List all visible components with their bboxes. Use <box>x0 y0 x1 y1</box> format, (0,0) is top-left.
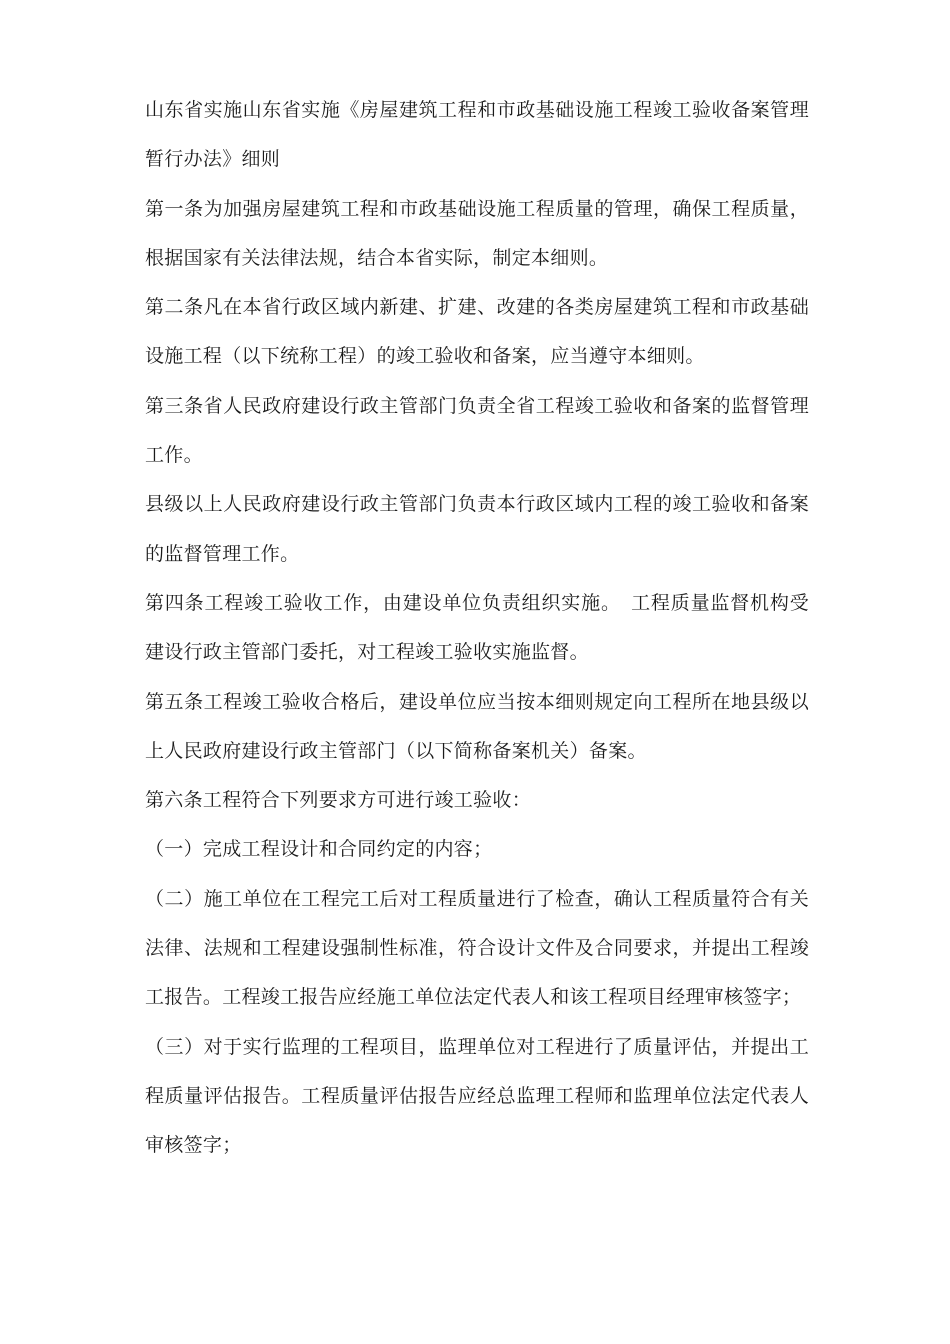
article-6-item-1: （一）完成工程设计和合同约定的内容； <box>145 838 493 861</box>
article-6: 第六条工程符合下列要求方可进行竣工验收： <box>145 789 532 812</box>
article-6-item-2: （二）施工单位在工程完工后对工程质量进行了检查，确认工程质量符合有关法律、法规和工程建设强制性标准，符合设计文件及合同要求，并提出工程竣工报告。工程竣工报告应经施工单位法定代表人和该工程项目经理审核签字； <box>145 887 809 1009</box>
document-body <box>145 86 809 1171</box>
article-5: 第五条工程竣工验收合格后，建设单位应当按本细则规定向工程所在地县级以上人民政府建设行政主管部门（以下简称备案机关）备案。 <box>145 690 809 762</box>
article-3: 第三条省人民政府建设行政主管部门负责全省工程竣工验收和备案的监督管理工作。 <box>145 394 809 467</box>
article-1: 第一条为加强房屋建筑工程和市政基础设施工程质量的管理，确保工程质量，根据国家有关法律法规，结合本省实际，制定本细则。 <box>145 197 809 269</box>
article-6-item-3: （三）对于实行监理的工程项目，监理单位对工程进行了质量评估，并提出工程质量评估报告。工程质量评估报告应经总监理工程师和监理单位法定代表人审核签字； <box>145 1035 809 1157</box>
document-title: 山东省实施山东省实施《房屋建筑工程和市政基础设施工程竣工验收备案管理暂行办法》细则 <box>145 99 809 171</box>
article-3-para-2: 县级以上人民政府建设行政主管部门负责本行政区域内工程的竣工验收和备案的监督管理工作。 <box>145 493 809 565</box>
article-2: 第二条凡在本省行政区域内新建、扩建、改建的各类房屋建筑工程和市政基础设施工程（以下统称工程）的竣工验收和备案，应当遵守本细则。 <box>145 296 809 368</box>
article-4: 第四条工程竣工验收工作，由建设单位负责组织实施。 工程质量监督机构受建设行政主管部门委托，对工程竣工验收实施监督。 <box>145 591 809 664</box>
